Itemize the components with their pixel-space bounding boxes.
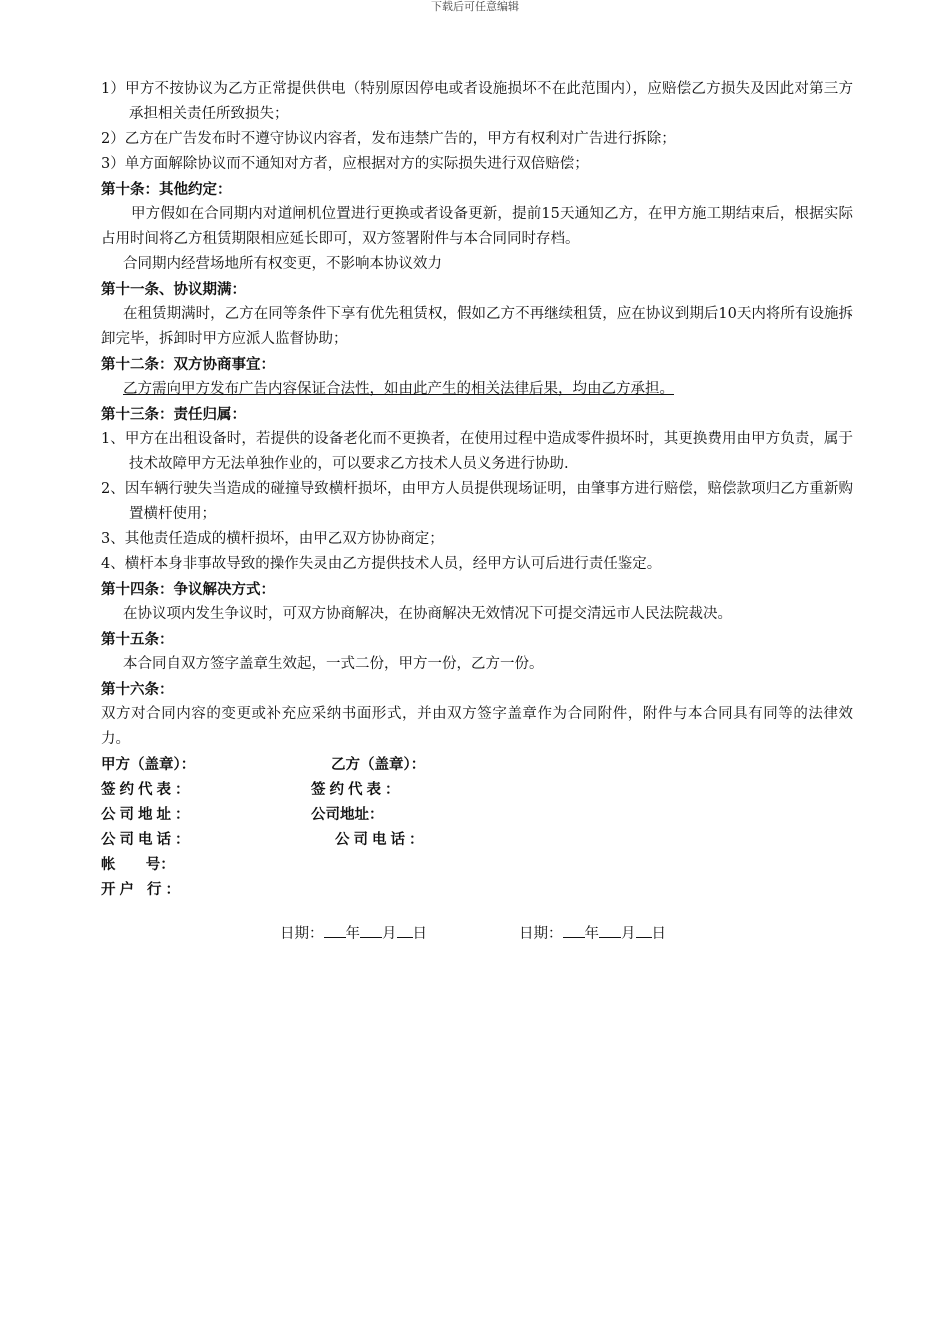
month-label: 月 (621, 926, 636, 942)
party-b-date (519, 921, 666, 947)
party-a-seal-label: 甲方（盖章）： (101, 756, 196, 773)
header-note: 下载后可任意编辑 (431, 0, 519, 13)
article-12-title: 第十二条：双方协商事宜： (101, 356, 275, 373)
party-a-address-label: 公司地址： (101, 806, 194, 823)
article-10-title: 第十条：其他约定： (101, 181, 232, 198)
date-label: 日期： (519, 926, 563, 942)
account-number-label: 帐 号： (101, 856, 175, 873)
party-a-date (280, 921, 427, 947)
month-blank (360, 921, 382, 938)
article-15-title: 第十五条： (101, 631, 174, 648)
signature-block (101, 752, 428, 902)
party-b-address-label: 公司地址： (311, 806, 384, 823)
article-14-title: 第十四条：争议解决方式： (101, 581, 275, 598)
clause-item-2: 2）乙方在广告发布时不遵守协议内容者，发布违禁广告的，甲方有权利对广告进行拆除； (101, 131, 676, 147)
day-label: 日 (651, 926, 666, 942)
month-label: 月 (382, 926, 397, 942)
year-label: 年 (345, 926, 360, 942)
party-b-seal-label: 乙方（盖章）： (331, 756, 426, 773)
day-label: 日 (412, 926, 427, 942)
date-label: 日期： (280, 926, 324, 942)
article-10-paragraph-2: 合同期内经营场地所有权变更，不影响本协议效力 (123, 256, 442, 272)
year-label: 年 (584, 926, 599, 942)
year-blank (563, 921, 585, 938)
article-12-paragraph: 乙方需向甲方发布广告内容保证合法性，如由此产生的相关法律后果，均由乙方承担。 (123, 381, 674, 397)
article-14-paragraph: 在协议项内发生争议时，可双方协商解决，在协商解决无效情况下可提交清远市人民法院裁决。 (123, 606, 732, 622)
article-13-item-1: 1、甲方在出租设备时，若提供的设备老化而不更换者，在使用过程中造成零件损坏时，其更换费用由甲方负责，属于技术故障甲方无法单独作业的，可以要求乙方技术人员义务进行协助. (101, 431, 853, 472)
day-blank (636, 921, 652, 938)
year-blank (324, 921, 346, 938)
article-11-title: 第十一条、协议期满： (101, 281, 246, 298)
article-13-item-4: 4、横杆本身非事故导致的操作失灵由乙方提供技术人员，经甲方认可后进行责任鉴定。 (101, 556, 662, 572)
article-13-item-3: 3、其他责任造成的横杆损坏，由甲乙双方协协商定； (101, 531, 444, 547)
party-b-representative-label: 签约代表： (311, 781, 404, 798)
clause-item-1: 1）甲方不按协议为乙方正常提供供电（特别原因停电或者设施损坏不在此范围内），应赔偿乙方损失及因此对第三方承担相关责任所致损失； (101, 81, 853, 122)
party-a-phone-label: 公司电话： (101, 831, 194, 848)
article-13-item-2: 2、因车辆行驶失当造成的碰撞导致横杆损坏，由甲方人员提供现场证明，由肇事方进行赔偿，赔偿款项归乙方重新购置横杆使用； (101, 481, 853, 522)
article-15-paragraph: 本合同自双方签字盖章生效起，一式二份，甲方一份，乙方一份。 (123, 656, 544, 672)
article-11-paragraph: 在租赁期满时，乙方在同等条件下享有优先租赁权，假如乙方不再继续租赁，应在协议到期后10天内将所有设施拆卸完毕，拆卸时甲方应派人监督协助； (101, 306, 853, 347)
party-b-phone-label: 公司电话： (335, 831, 428, 848)
article-16-paragraph: 双方对合同内容的变更或补充应采纳书面形式，并由双方签字盖章作为合同附件，附件与本合同具有同等的法律效力。 (101, 706, 853, 747)
month-blank (599, 921, 621, 938)
article-16-title: 第十六条： (101, 681, 174, 698)
day-blank (397, 921, 413, 938)
contract-body (101, 77, 853, 902)
bank-label: 开户 行： (101, 881, 185, 898)
party-a-representative-label: 签约代表： (101, 781, 194, 798)
article-13-title: 第十三条：责任归属： (101, 406, 246, 423)
clause-item-3: 3）单方面解除协议而不通知对方者，应根据对方的实际损失进行双倍赔偿； (101, 156, 589, 172)
article-10-paragraph-1: 甲方假如在合同期内对道闸机位置进行更换或者设备更新，提前15天通知乙方，在甲方施工期结束后，根据实际占用时间将乙方租赁期限相应延长即可，双方签署附件与本合同同时存档。 (101, 206, 853, 247)
